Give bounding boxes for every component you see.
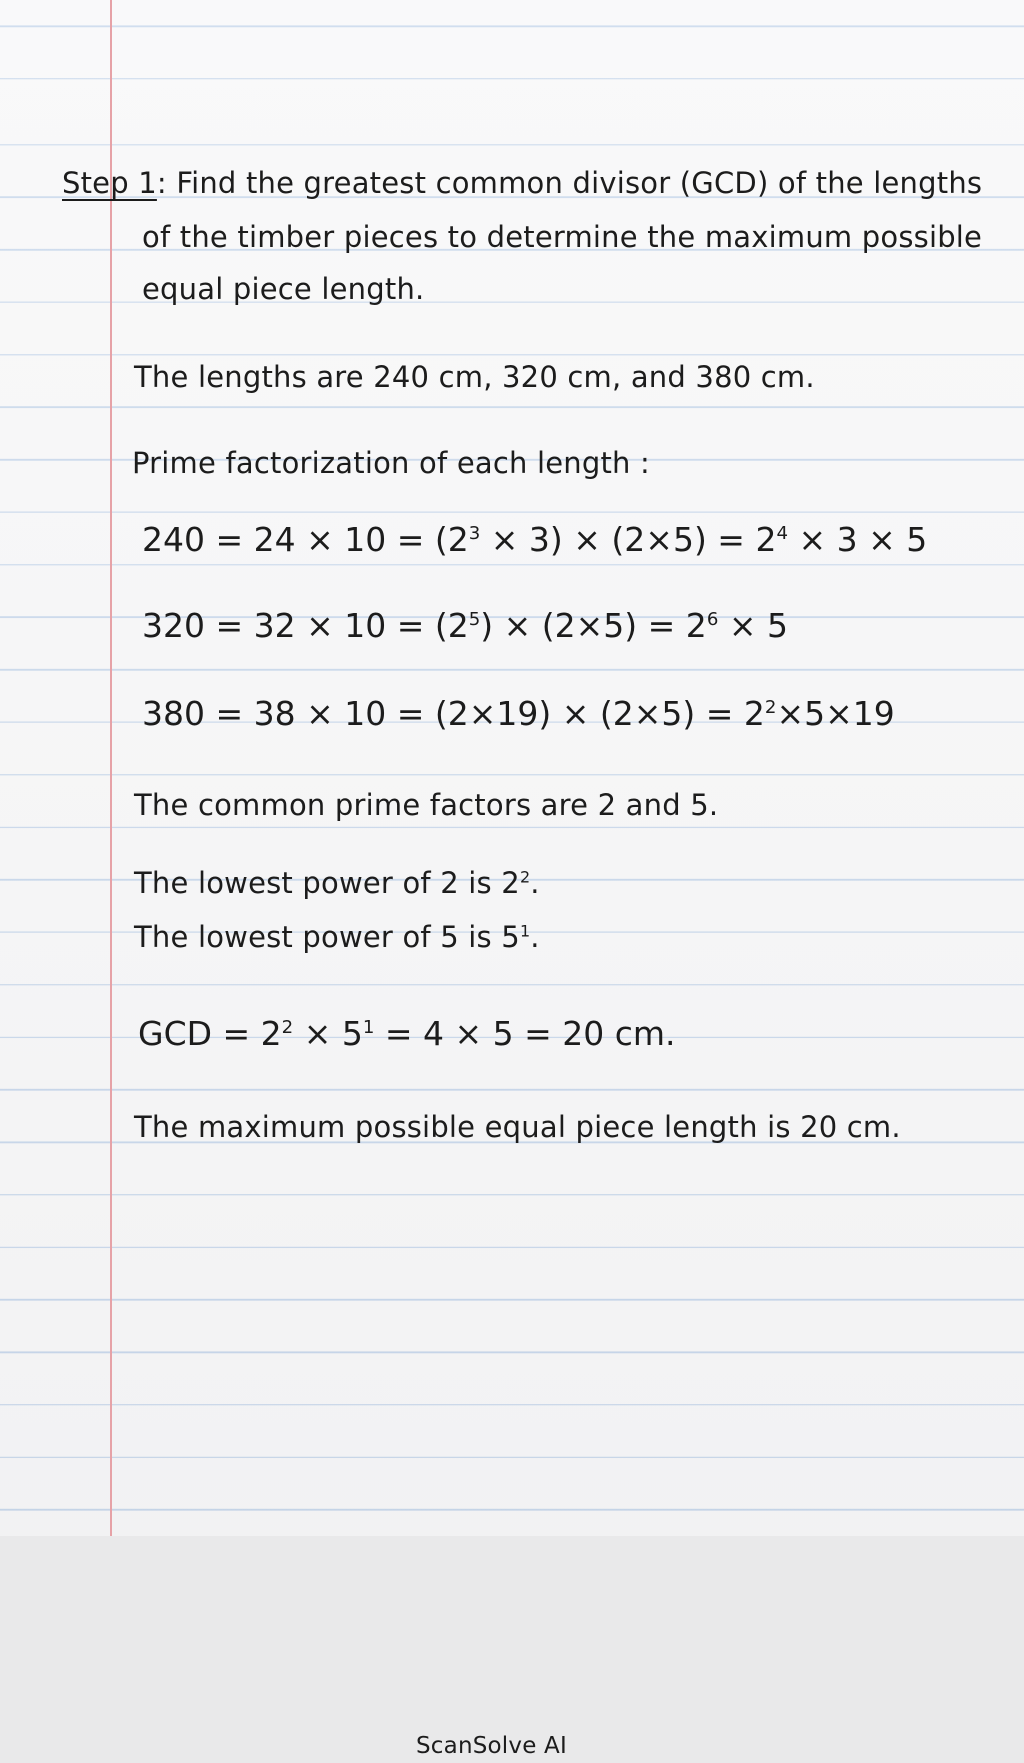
lowest-power-5-text: The lowest power of 5 is 5 [134, 920, 520, 954]
gcd-part-b: × 5 [303, 1014, 363, 1053]
eq380-exponent-a: 2 [764, 697, 777, 718]
margin-line [110, 0, 112, 1536]
equation-380 [142, 694, 895, 734]
eq380-part-b: ×5×19 [776, 694, 895, 733]
eq320-exponent-b: 6 [706, 609, 719, 630]
step-text-line-2: of the timber pieces to determine the maximum possible [142, 220, 983, 254]
eq240-part-b: × 3) × (2×5) = 2 [490, 520, 777, 559]
eq320-exponent-a: 5 [468, 609, 481, 630]
step-heading [62, 166, 982, 200]
lowest-power-5-period: . [530, 920, 540, 954]
eq240-exponent-a: 3 [468, 523, 481, 544]
gcd-equation [138, 1014, 676, 1054]
conclusion-statement: The maximum possible equal piece length is 20 cm. [134, 1110, 901, 1144]
eq320-part-c: × 5 [728, 606, 788, 645]
gcd-part-a: GCD = 2 [138, 1014, 282, 1053]
eq240-part-c: × 3 × 5 [798, 520, 928, 559]
step-label: Step 1 [62, 166, 157, 200]
step-text-line-1: Find the greatest common divisor (GCD) of the lengths [176, 166, 983, 200]
lowest-power-2-exponent: 2 [519, 867, 531, 887]
gcd-exponent-b: 1 [362, 1017, 375, 1038]
lowest-power-5-exponent: 1 [519, 921, 531, 941]
common-factors-statement: The common prime factors are 2 and 5. [134, 788, 719, 822]
gcd-exponent-a: 2 [281, 1017, 294, 1038]
eq240-part-a: 240 = 24 × 10 = (2 [142, 520, 469, 559]
lowest-power-2-period: . [530, 866, 540, 900]
lengths-statement: The lengths are 240 cm, 320 cm, and 380 cm. [134, 360, 815, 394]
eq240-exponent-b: 4 [776, 523, 788, 544]
lowest-power-of-2 [134, 866, 540, 900]
lowest-power-2-text: The lowest power of 2 is 2 [134, 866, 520, 900]
step-text-line-3: equal piece length. [142, 272, 425, 306]
equation-240 [142, 520, 927, 560]
lowest-power-of-5 [134, 920, 540, 954]
eq380-part-a: 380 = 38 × 10 = (2×19) × (2×5) = 2 [142, 694, 765, 733]
factorization-heading: Prime factorization of each length : [132, 446, 650, 480]
equation-320 [142, 606, 788, 646]
step-colon: : [156, 166, 167, 200]
eq320-part-b: ) × (2×5) = 2 [480, 606, 707, 645]
gcd-part-c: = 4 × 5 = 20 cm. [384, 1014, 676, 1053]
eq320-part-a: 320 = 32 × 10 = (2 [142, 606, 469, 645]
footer-watermark: ScanSolve AI [416, 1733, 567, 1759]
